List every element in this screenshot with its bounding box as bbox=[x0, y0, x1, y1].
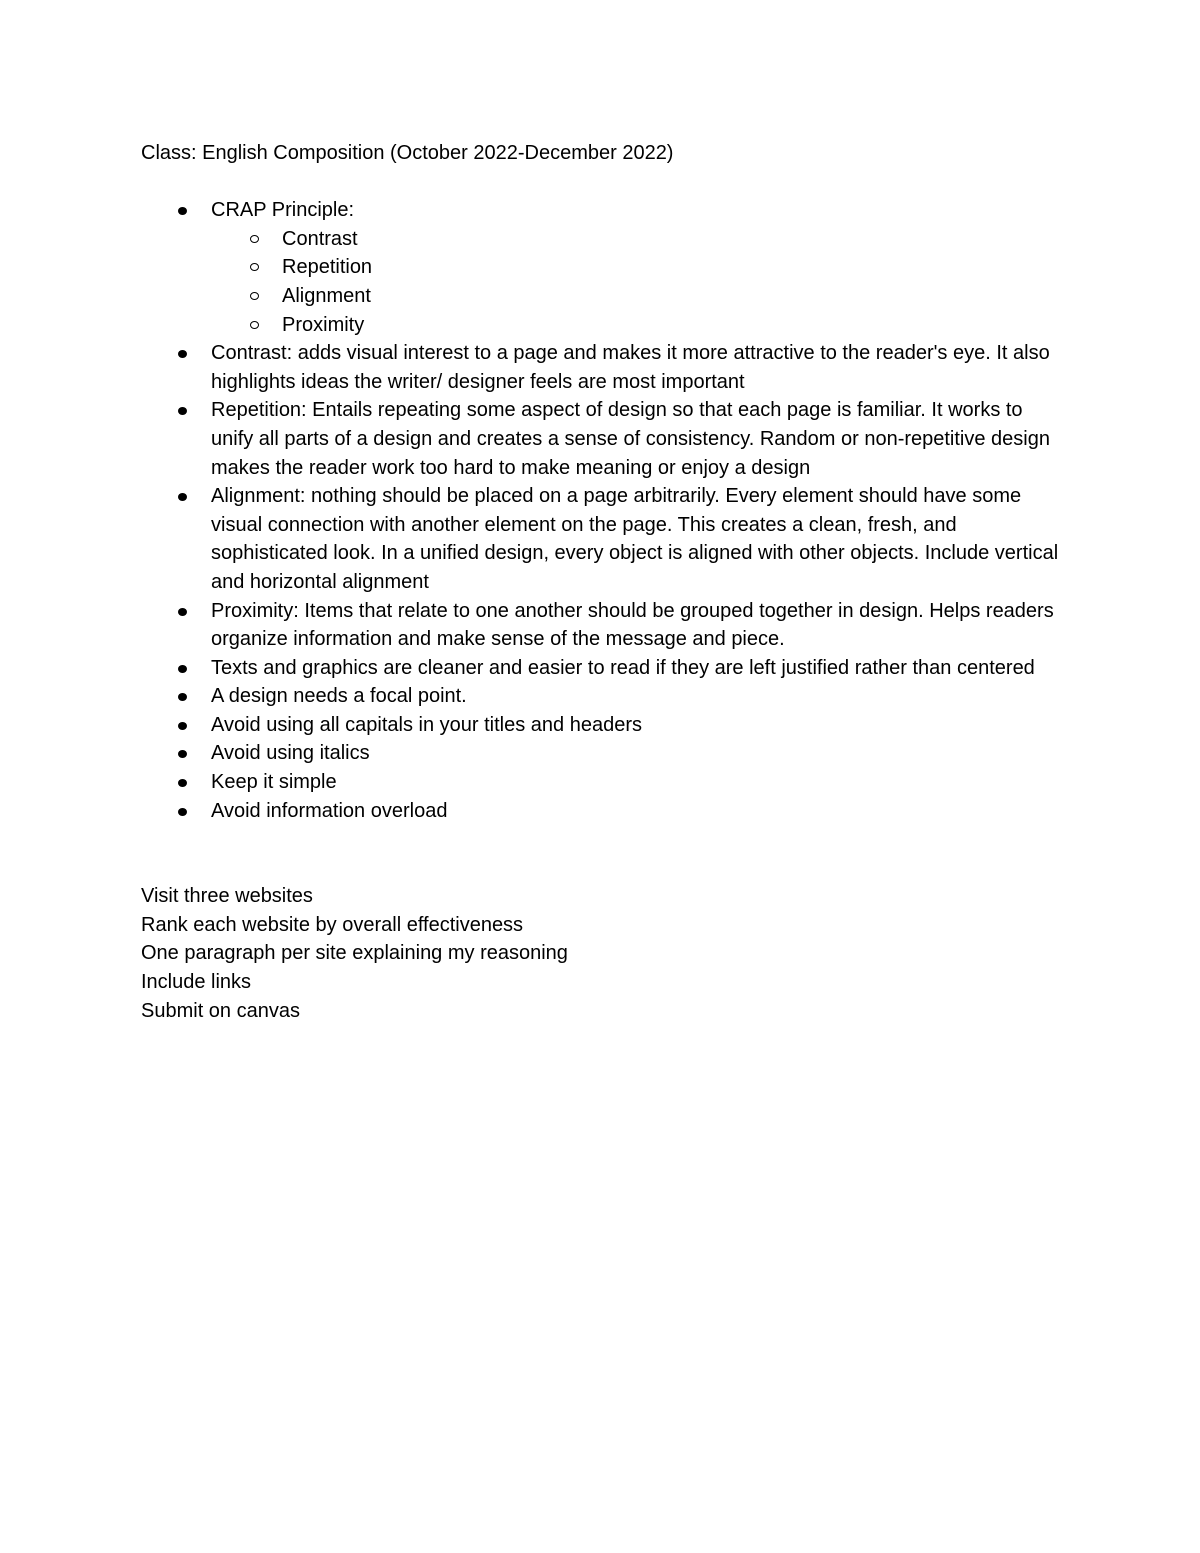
sub-list-item bbox=[211, 311, 1061, 340]
bullet-icon bbox=[178, 693, 187, 701]
list-item-text: Keep it simple bbox=[211, 771, 337, 794]
bullet-icon bbox=[178, 350, 187, 358]
list-item-text: A design needs a focal point. bbox=[211, 685, 467, 708]
bullet-icon bbox=[178, 665, 187, 673]
crap-principle-heading: CRAP Principle: bbox=[211, 199, 355, 222]
bullet-icon bbox=[178, 493, 187, 501]
assignment-tasks bbox=[141, 882, 1061, 1025]
hollow-bullet-icon bbox=[250, 263, 259, 271]
list-item-crap-principle bbox=[141, 196, 1061, 339]
blank-line bbox=[141, 168, 1061, 197]
bullet-icon bbox=[178, 407, 187, 415]
task-line: Include links bbox=[141, 971, 252, 994]
list-item-text: Avoid using all capitals in your titles and headers bbox=[211, 713, 642, 736]
sub-list-item bbox=[211, 225, 1061, 254]
hollow-bullet-icon bbox=[250, 235, 259, 243]
sub-list-item bbox=[211, 282, 1061, 311]
document-title: Class: English Composition (October 2022-December 2022) bbox=[141, 142, 674, 164]
task-line: One paragraph per site explaining my reasoning bbox=[141, 942, 568, 965]
list-item-text: Proximity: Items that relate to one another should be grouped together in design. Helps readers organize information and make sense of the message and piece. bbox=[211, 599, 1054, 651]
list-item bbox=[141, 797, 1061, 826]
hollow-bullet-icon bbox=[250, 321, 259, 329]
task-line: Visit three websites bbox=[141, 885, 313, 908]
hollow-bullet-icon bbox=[250, 292, 259, 300]
list-item bbox=[141, 654, 1061, 683]
list-item-text: Texts and graphics are cleaner and easier to read if they are left justified rather than centered bbox=[211, 656, 1035, 679]
list-item bbox=[141, 711, 1061, 740]
list-item bbox=[141, 682, 1061, 711]
crap-principle-sublist bbox=[211, 225, 1061, 339]
sub-item-text: Proximity bbox=[282, 313, 365, 336]
blank-lines bbox=[141, 825, 1061, 882]
list-item-text: Avoid using italics bbox=[211, 742, 370, 765]
bullet-icon bbox=[178, 779, 187, 787]
list-item bbox=[141, 597, 1061, 654]
sub-item-text: Repetition bbox=[282, 256, 373, 279]
bullet-icon bbox=[178, 608, 187, 616]
list-item bbox=[141, 339, 1061, 396]
list-item-text: Repetition: Entails repeating some aspect of design so that each page is familiar. It works to unify all parts of a design and creates a sense of consistency. Random or non-repetitive design makes the reader work too hard to make meaning or enjoy a design bbox=[211, 399, 1050, 479]
notes-list bbox=[141, 196, 1061, 825]
list-item-text: Alignment: nothing should be placed on a page arbitrarily. Every element should have some visual connection with another element on the page. This creates a clean, fresh, and sophisticated look. In a unified design, every object is aligned with other objects. Include vertical and horizontal alignment bbox=[211, 485, 1059, 593]
bullet-icon bbox=[178, 207, 187, 215]
list-item bbox=[141, 396, 1061, 482]
bullet-icon bbox=[178, 722, 187, 730]
sub-item-text: Alignment bbox=[282, 284, 371, 307]
bullet-icon bbox=[178, 750, 187, 758]
list-item-text: Contrast: adds visual interest to a page and makes it more attractive to the reader's eye. It also highlights ideas the writer/ designer feels are most important bbox=[211, 342, 1050, 393]
document-body bbox=[141, 139, 1061, 1025]
list-item bbox=[141, 739, 1061, 768]
list-item bbox=[141, 482, 1061, 596]
task-line: Rank each website by overall effectiveness bbox=[141, 913, 524, 936]
sub-list-item bbox=[211, 253, 1061, 282]
sub-item-text: Contrast bbox=[282, 227, 358, 250]
list-item bbox=[141, 768, 1061, 797]
task-line: Submit on canvas bbox=[141, 999, 300, 1022]
bullet-icon bbox=[178, 808, 187, 816]
list-item-text: Avoid information overload bbox=[211, 799, 448, 822]
